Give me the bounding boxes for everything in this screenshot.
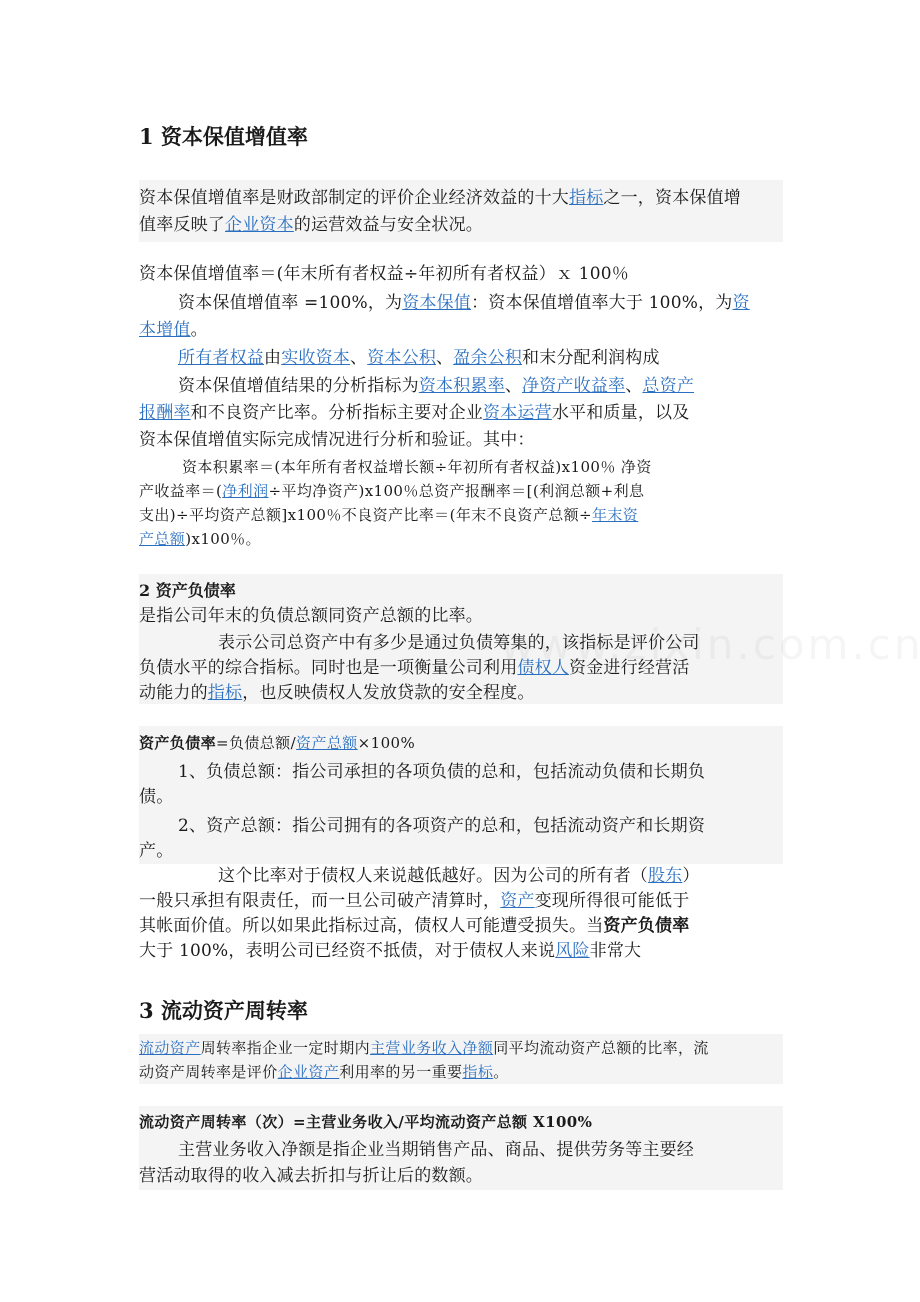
link-ziben-zengzhi[interactable]: 资 bbox=[732, 293, 750, 313]
paragraph-line: 2、资产总额：指公司拥有的各项资产的总和，包括流动资产和长期资 bbox=[178, 816, 706, 836]
link-zichan-zonge[interactable]: 资产总额 bbox=[296, 734, 358, 752]
paragraph-line: 资本保值增值实际完成情况进行分析和验证。其中： bbox=[139, 430, 535, 450]
paragraph-line: 营活动取得的收入减去折扣与折让后的数额。 bbox=[139, 1166, 483, 1186]
paragraph-line: 动资产周转率是评价企业资产利用率的另一重要指标。 bbox=[139, 1063, 509, 1081]
link-zichan[interactable]: 资产 bbox=[500, 891, 535, 911]
link-ziben-zengzhi[interactable]: 本增值 bbox=[139, 320, 191, 340]
paragraph-line: 一般只承担有限责任，而一旦公司破产清算时，资产变现所得很可能低于 bbox=[139, 891, 690, 911]
link-jingzichan-shouyilv[interactable]: 净资产收益率 bbox=[522, 376, 626, 396]
paragraph-line: 表示公司总资产中有多少是通过负债筹集的，该指标是评价公司 bbox=[218, 633, 700, 653]
paragraph-line: 这个比率对于债权人来说越低越好。因为公司的所有者（股东） bbox=[218, 866, 700, 886]
paragraph-line: 报酬率和不良资产比率。分析指标主要对企业资本运营水平和质量，以及 bbox=[139, 403, 690, 423]
link-yingyu-gongji[interactable]: 盈余公积 bbox=[453, 348, 523, 368]
link-shishou-ziben[interactable]: 实收资本 bbox=[281, 348, 351, 368]
link-ziben-jileilv[interactable]: 资本积累率 bbox=[418, 376, 505, 396]
paragraph-line: 所有者权益由实收资本、资本公积、盈余公积和末分配利润构成 bbox=[178, 348, 660, 368]
formula-line: 资产负债率=负债总额/资产总额×100% bbox=[139, 734, 416, 752]
link-ziben-gongji[interactable]: 资本公积 bbox=[367, 348, 437, 368]
link-gudong[interactable]: 股东 bbox=[648, 866, 683, 886]
formula-line: 资本保值增值率＝(年末所有者权益÷年初所有者权益）ｘ 100％ bbox=[139, 264, 629, 284]
link-nianmo-zichan-zonge[interactable]: 年末资 bbox=[592, 506, 639, 524]
link-ziben-yunying[interactable]: 资本运营 bbox=[483, 403, 552, 423]
paragraph-line: 支出)÷平均资产总额]x100％不良资产比率＝(年末不良资产总额÷年末资 bbox=[139, 506, 639, 524]
link-liudong-zichan[interactable]: 流动资产 bbox=[139, 1039, 201, 1057]
section-2-title: 2 资产负债率 bbox=[139, 581, 236, 600]
paragraph-line: 本增值。 bbox=[139, 320, 208, 340]
paragraph-line: 负债水平的综合指标。同时也是一项衡量公司利用债权人资金进行经营活 bbox=[139, 658, 690, 678]
paragraph-line: 产总额)x100％。 bbox=[139, 530, 261, 548]
paragraph-line: 动能力的指标，也反映债权人发放贷款的安全程度。 bbox=[139, 683, 535, 703]
paragraph-line: 大于 100%，表明公司已经资不抵债，对于债权人来说风险非常大 bbox=[139, 941, 642, 961]
paragraph-line: 产。 bbox=[139, 841, 174, 861]
link-qiye-ziben[interactable]: 企业资本 bbox=[225, 215, 294, 235]
paragraph-line: 其帐面价值。所以如果此指标过高，债权人可能遭受损失。当资产负债率 bbox=[139, 916, 690, 936]
link-qiye-zichan[interactable]: 企业资产 bbox=[277, 1063, 340, 1081]
section-1-title: 1 资本保值增值率 bbox=[139, 124, 308, 149]
paragraph-line: 是指公司年末的负债总额同资产总额的比率。 bbox=[139, 606, 483, 626]
link-zhibiao[interactable]: 指标 bbox=[462, 1063, 494, 1081]
paragraph-line: 资本积累率＝(本年所有者权益增长额÷年初所有者权益)x100％ 净资 bbox=[182, 458, 652, 476]
link-zongzichan-baochoulv[interactable]: 总资产 bbox=[642, 376, 695, 396]
link-jinglirun[interactable]: 净利润 bbox=[222, 482, 269, 500]
link-nianmo-zichan-zonge[interactable]: 产总额 bbox=[139, 530, 186, 548]
paragraph-line: 资本保值增值结果的分析指标为资本积累率、净资产收益率、总资产 bbox=[178, 376, 695, 396]
paragraph-line: 主营业务收入净额是指企业当期销售产品、商品、提供劳务等主要经 bbox=[178, 1140, 694, 1160]
paragraph-line: 值率反映了企业资本的运营效益与安全状况。 bbox=[139, 215, 484, 235]
link-zhaiquanren[interactable]: 债权人 bbox=[517, 658, 570, 678]
link-suoyouzhe-quanyi[interactable]: 所有者权益 bbox=[178, 348, 264, 368]
formula-line: 流动资产周转率（次）=主营业务收入/平均流动资产总额 X100% bbox=[139, 1113, 593, 1131]
paragraph-line: 债。 bbox=[139, 787, 174, 807]
paragraph-line: 资本保值增值率 =100%，为资本保值：资本保值增值率大于 100%，为资 bbox=[178, 293, 750, 313]
link-zhibiao[interactable]: 指标 bbox=[207, 683, 243, 703]
paragraph-line: 资本保值增值率是财政部制定的评价企业经济效益的十大指标之一，资本保值增 bbox=[139, 188, 742, 208]
link-zongzichan-baochoulv[interactable]: 报酬率 bbox=[139, 403, 191, 423]
link-zhibiao[interactable]: 指标 bbox=[569, 188, 604, 208]
paragraph-line: 产收益率＝(净利润÷平均净资产)x100％总资产报酬率＝[(利润总额+利息 bbox=[139, 482, 645, 500]
section-3-title: 3 流动资产周转率 bbox=[139, 998, 308, 1023]
link-ziben-baozhi[interactable]: 资本保值 bbox=[402, 293, 472, 313]
link-fengxian[interactable]: 风险 bbox=[555, 941, 590, 961]
link-zhuying-yewu-shouru[interactable]: 主营业务收入净额 bbox=[370, 1039, 494, 1057]
paragraph-line: 1、负债总额：指公司承担的各项负债的总和，包括流动负债和长期负 bbox=[178, 762, 706, 782]
paragraph-line: 流动资产周转率指企业一定时期内主营业务收入净额同平均流动资产总额的比率，流 bbox=[139, 1039, 709, 1057]
